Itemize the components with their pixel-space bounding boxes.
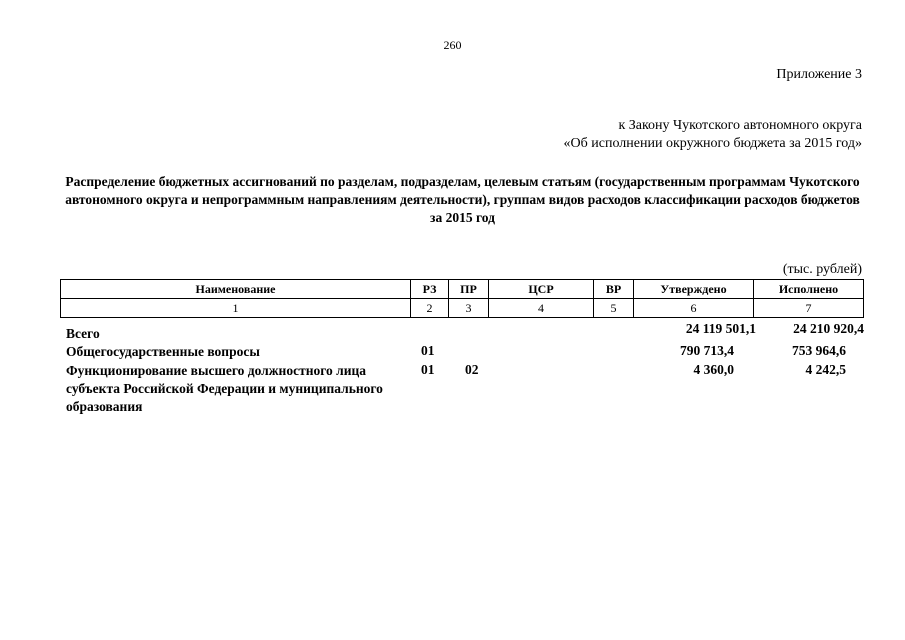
budget-table-header bbox=[60, 279, 864, 318]
units-label: (тыс. рублей) bbox=[782, 262, 862, 277]
column-number: 6 bbox=[634, 299, 754, 318]
row-rz: 01 bbox=[421, 362, 435, 377]
law-reference-line-2: «Об исполнении окружного бюджета за 2015 год» bbox=[563, 136, 862, 151]
page-number: 260 bbox=[443, 38, 462, 52]
column-number-row bbox=[61, 299, 864, 318]
table-row bbox=[0, 343, 905, 361]
table-row bbox=[0, 362, 905, 416]
column-number: 2 bbox=[411, 299, 449, 318]
header-name: Наименование bbox=[61, 280, 411, 299]
column-number: 4 bbox=[489, 299, 594, 318]
row-executed: 24 210 920,4 bbox=[793, 321, 864, 336]
header-vr: ВР bbox=[594, 280, 634, 299]
law-reference-line-1: к Закону Чукотского автономного округа bbox=[618, 118, 862, 133]
row-name: Функционирование высшего должностного лица субъекта Российской Федерации и муниципального образования bbox=[66, 363, 383, 414]
column-number: 5 bbox=[594, 299, 634, 318]
table-row bbox=[0, 323, 905, 341]
row-approved: 4 360,0 bbox=[693, 362, 734, 377]
header-row bbox=[61, 280, 864, 299]
header-executed: Исполнено bbox=[754, 280, 864, 299]
law-reference bbox=[564, 117, 862, 153]
header-csr: ЦСР bbox=[489, 280, 594, 299]
row-executed: 753 964,6 bbox=[792, 343, 846, 358]
row-name: Общегосударственные вопросы bbox=[66, 344, 260, 359]
column-number: 3 bbox=[449, 299, 489, 318]
row-executed: 4 242,5 bbox=[805, 362, 846, 377]
row-approved: 790 713,4 bbox=[680, 343, 734, 358]
column-number: 1 bbox=[61, 299, 411, 318]
column-number: 7 bbox=[754, 299, 864, 318]
header-pr: ПР bbox=[449, 280, 489, 299]
header-rz: РЗ bbox=[411, 280, 449, 299]
row-pr: 02 bbox=[465, 362, 479, 377]
header-approved: Утверждено bbox=[634, 280, 754, 299]
row-rz: 01 bbox=[421, 343, 435, 358]
row-name: Всего bbox=[66, 326, 100, 341]
appendix-label: Приложение 3 bbox=[776, 67, 862, 82]
row-approved: 24 119 501,1 bbox=[685, 321, 756, 336]
document-title: Распределение бюджетных ассигнований по разделам, подразделам, целевым статьям (государственным программам Чукотского автономного округа и непрограммным направлениям деятельности), группам видов расходов классификации расходов бюджетов за 2015 год bbox=[65, 174, 860, 225]
